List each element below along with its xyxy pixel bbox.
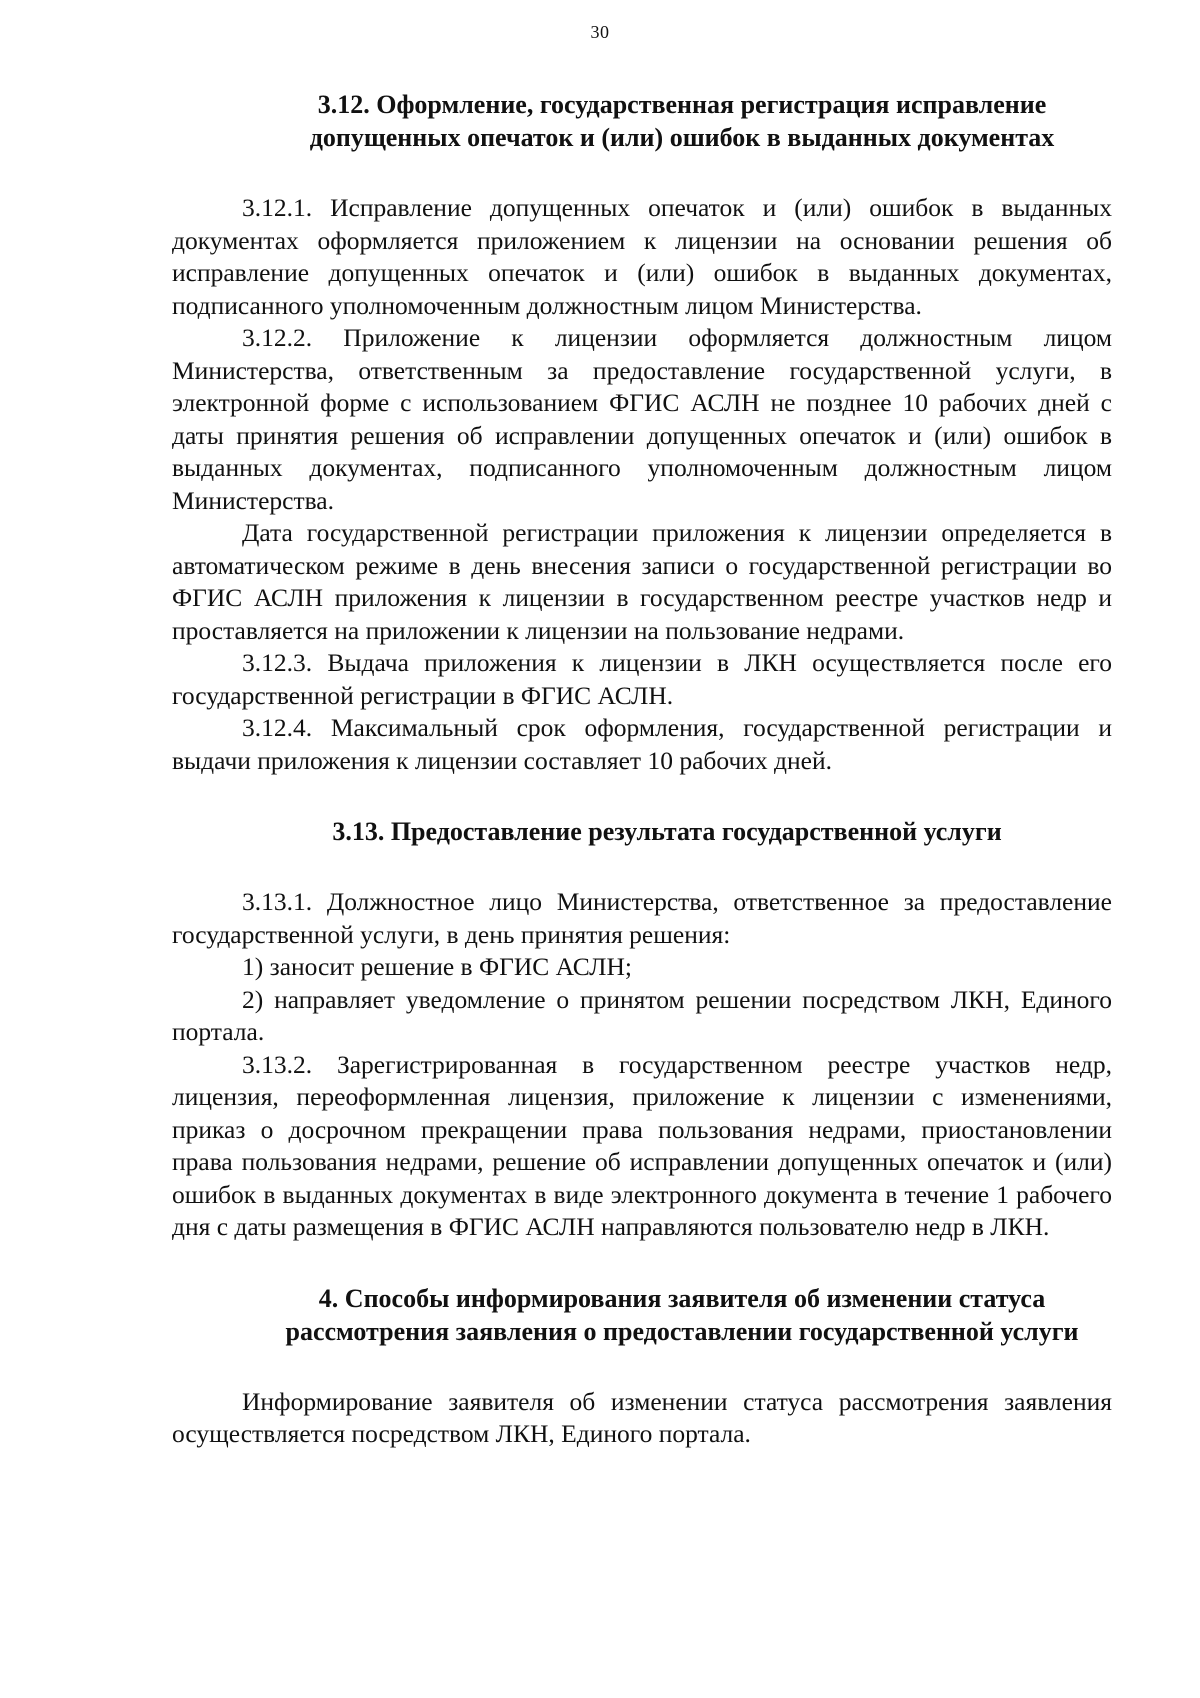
paragraph-3-12-2: 3.12.2. Приложение к лицензии оформляется должностным лицом Министерства, ответственным за предоставление государственной услуги, в электронной форме с использованием ФГИС АСЛН не позднее 10 рабочих дней с даты принятия решения об исправлении допущенных опечаток и (или) ошибок в выданных документах, подписанного уполномоченным должностным лицом Министерства. xyxy=(172,323,1112,515)
paragraph-3-13-1: 3.13.1. Должностное лицо Министерства, ответственное за предоставление государственной услуги, в день принятия решения: xyxy=(172,887,1112,949)
section-4-title-line1: 4. Способы информирования заявителя об изменении статуса xyxy=(318,1283,1046,1313)
section-3-12 xyxy=(172,88,1112,777)
section-4-title-line2: рассмотрения заявления о предоставлении государственной услуги xyxy=(285,1316,1079,1346)
paragraph-3-13-2: 3.13.2. Зарегистрированная в государственном реестре участков недр, лицензия, переоформленная лицензия, приложение к лицензии с изменениями, приказ о досрочном прекращении права пользования недрами, приостановлении права пользования недрами, решение об исправлении допущенных опечаток и (или) ошибок в выданных документах в виде электронного документа в течение 1 рабочего дня с даты размещения в ФГИС АСЛН направляются пользователю недр в ЛКН. xyxy=(172,1049,1112,1241)
section-3-13-title: 3.13. Предоставление результата государственной услуги xyxy=(332,817,1002,846)
section-3-12-title-line2: допущенных опечаток и (или) ошибок в выданных документах xyxy=(309,123,1055,152)
section-3-12-title xyxy=(172,88,1112,154)
paragraph-registration-date: Дата государственной регистрации приложения к лицензии определяется в автоматическом режиме в день внесения записи о государственной регистрации во ФГИС АСЛН приложения к лицензии в государственном реестре участков недр и проставляется на приложении к лицензии на пользование недрами. xyxy=(172,518,1112,645)
section-3-12-title-line1: 3.12. Оформление, государственная регистрация исправление xyxy=(317,90,1047,119)
paragraph-3-12-3: 3.12.3. Выдача приложения к лицензии в ЛКН осуществляется после его государственной регистрации в ФГИС АСЛН. xyxy=(172,648,1112,710)
section-3-13 xyxy=(172,815,1112,1244)
page-number: 30 xyxy=(590,22,610,42)
section-4 xyxy=(172,1282,1112,1451)
section-4-title xyxy=(172,1282,1112,1348)
paragraph-section-4: Информирование заявителя об изменении статуса рассмотрения заявления осуществляется посредством ЛКН, Единого портала. xyxy=(172,1386,1112,1448)
list-item-1: 1) заносит решение в ФГИС АСЛН; xyxy=(242,952,632,981)
list-item-2: 2) направляет уведомление о принятом решении посредством ЛКН, Единого портала. xyxy=(172,984,1112,1046)
paragraph-3-12-1: 3.12.1. Исправление допущенных опечаток и (или) ошибок в выданных документах оформляется приложением к лицензии на основании решения об исправление допущенных опечаток и (или) ошибок в выданных документах, подписанного уполномоченным должностным лицом Министерства. xyxy=(172,193,1112,320)
document-body xyxy=(172,88,1112,1451)
paragraph-3-12-4: 3.12.4. Максимальный срок оформления, государственной регистрации и выдачи приложения к лицензии составляет 10 рабочих дней. xyxy=(172,713,1112,775)
